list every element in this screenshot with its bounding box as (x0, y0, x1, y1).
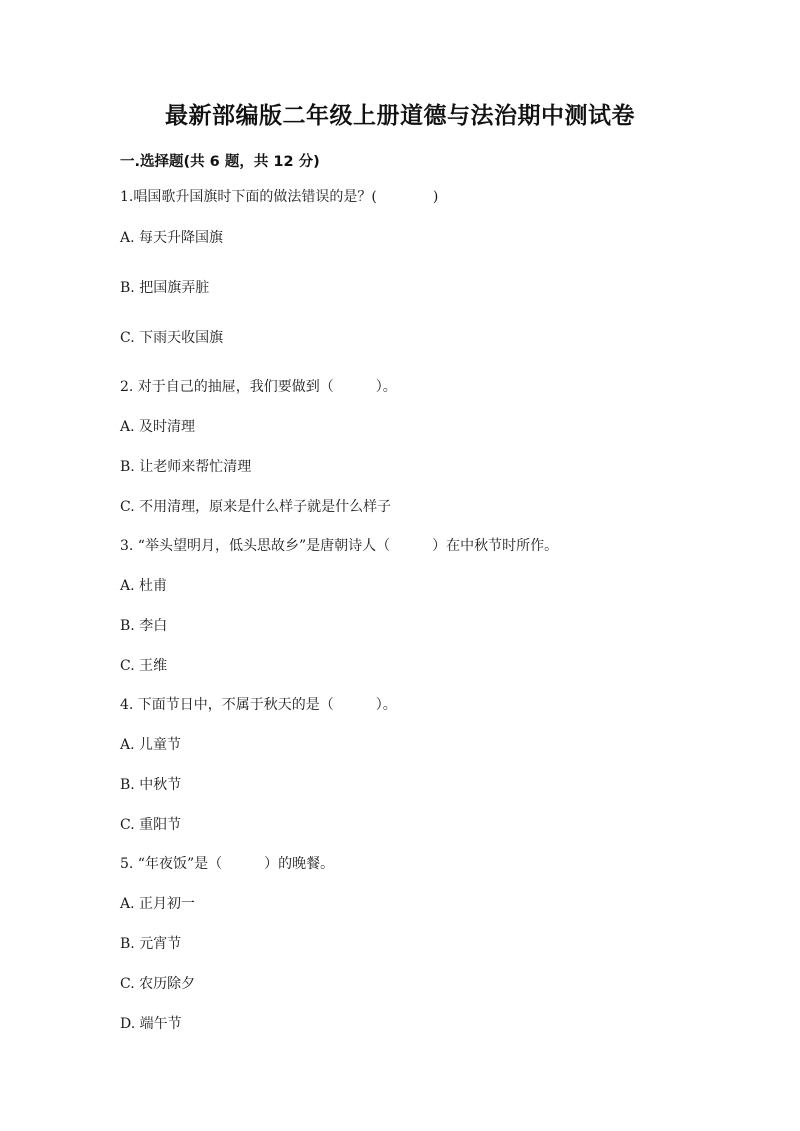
question-5-option-d: D. 端午节 (120, 1016, 182, 1032)
question-5-stem: 5. “年夜饭”是（ ）的晚餐。 (120, 856, 335, 872)
question-3-option-c: C. 王维 (120, 658, 168, 674)
question-4-option-c: C. 重阳节 (120, 817, 182, 833)
question-5-option-a: A. 正月初一 (120, 896, 196, 912)
question-2-option-b: B. 让老师来帮忙清理 (120, 459, 252, 475)
question-2-option-a: A. 及时清理 (120, 419, 196, 435)
question-3-stem: 3. “举头望明月，低头思故乡”是唐朝诗人（ ）在中秋节时所作。 (120, 538, 559, 554)
question-5-option-c: C. 农历除夕 (120, 976, 196, 992)
question-2-option-c: C. 不用清理，原来是什么样子就是什么样子 (120, 499, 392, 515)
question-4-stem: 4. 下面节日中，不属于秋天的是（ ）。 (120, 697, 397, 713)
section-heading: 一.选择题(共 6 题，共 12 分) (120, 154, 320, 170)
exam-title: 最新部编版二年级上册道德与法治期中测试卷 (165, 103, 635, 129)
question-5-option-b: B. 元宵节 (120, 936, 182, 952)
question-1-option-a: A. 每天升降国旗 (120, 230, 224, 246)
question-2-stem: 2. 对于自己的抽屉，我们要做到（ ）。 (120, 379, 397, 395)
question-1-stem: 1.唱国歌升国旗时下面的做法错误的是？( ) (120, 189, 439, 205)
question-1-option-b: B. 把国旗弄脏 (120, 280, 210, 296)
question-4-option-b: B. 中秋节 (120, 777, 182, 793)
question-3-option-a: A. 杜甫 (120, 578, 168, 594)
question-4-option-a: A. 儿童节 (120, 737, 182, 753)
question-1-option-c: C. 下雨天收国旗 (120, 330, 224, 346)
question-3-option-b: B. 李白 (120, 618, 168, 634)
